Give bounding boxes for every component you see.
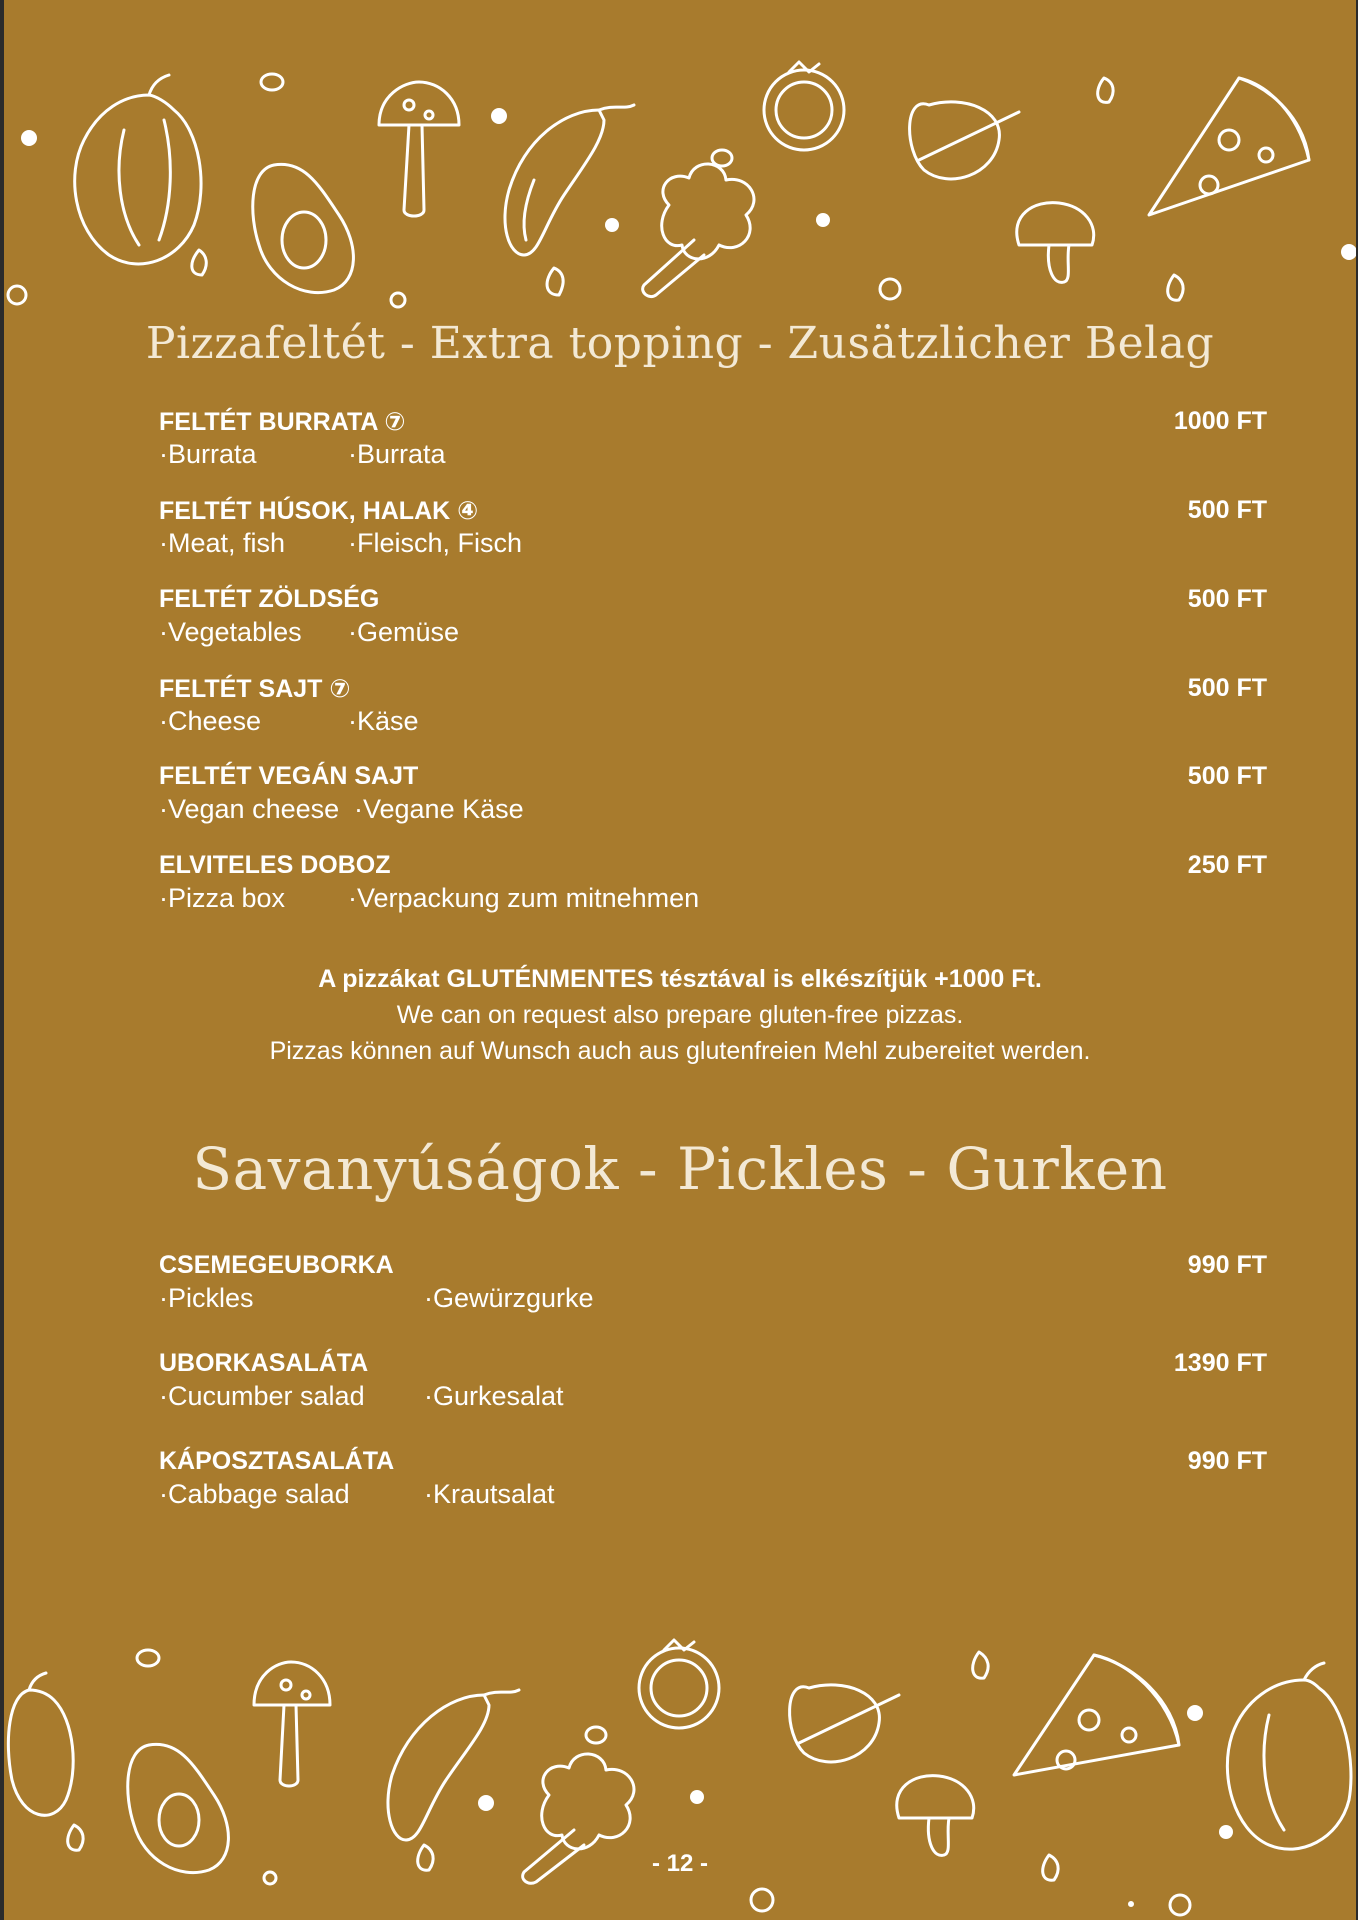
item-price: 1000 FT [1173, 407, 1267, 435]
item-english: ·Cheese [159, 706, 262, 736]
item-name: KÁPOSZTASALÁTA [159, 1447, 395, 1475]
item-german: ·Verpackung zum mitnehmen [348, 883, 700, 913]
item-name: UBORKASALÁTA [159, 1349, 369, 1377]
item-price: 250 FT [1187, 851, 1267, 879]
pizza-slice-icon [1149, 78, 1309, 215]
item-price: 500 FT [1187, 674, 1267, 702]
mushroom-icon [379, 82, 459, 216]
broccoli-icon [643, 164, 754, 297]
gluten-free-note-en: We can on request also prepare gluten-free pizzas. [396, 1001, 964, 1029]
item-german: ·Käse [348, 706, 419, 736]
page-number: - 12 - [651, 1850, 708, 1877]
item-german: ·Gewürzgurke [424, 1283, 594, 1313]
item-english: ·Cucumber salad [159, 1381, 365, 1411]
item-german: ·Fleisch, Fisch [348, 528, 523, 558]
avocado-icon [253, 164, 354, 292]
item-name: FELTÉT BURRATA ⑦ [159, 408, 406, 436]
item-english: ·Cabbage salad [159, 1479, 350, 1509]
item-price: 990 FT [1187, 1251, 1267, 1279]
section-title-pickles: Savanyúságok - Pickles - Gurken [192, 1135, 1168, 1203]
item-german: ·Gemüse [348, 617, 460, 647]
bell-pepper-icon [8, 1673, 73, 1815]
tomato-icon [764, 62, 844, 150]
item-name: ELVITELES DOBOZ [159, 851, 391, 879]
item-english: ·Vegan cheese [159, 794, 340, 824]
bell-pepper-icon [1227, 1663, 1351, 1849]
food-doodle-decorations [4, 0, 1356, 1920]
item-german: ·Vegane Käse [354, 794, 524, 824]
item-price: 500 FT [1187, 496, 1267, 524]
pizza-slice-icon [1014, 1655, 1179, 1775]
item-english: ·Meat, fish [159, 528, 286, 558]
chili-pepper-icon [505, 105, 634, 255]
item-price: 990 FT [1187, 1447, 1267, 1475]
item-name: FELTÉT ZÖLDSÉG [159, 585, 380, 613]
item-price: 500 FT [1187, 762, 1267, 790]
item-name: CSEMEGEUBORKA [159, 1251, 394, 1279]
item-name: FELTÉT VEGÁN SAJT [159, 762, 419, 790]
menu-page [4, 0, 1356, 1920]
basil-leaf-icon [910, 102, 1019, 179]
item-price: 1390 FT [1173, 1349, 1267, 1377]
mushroom-icon [254, 1662, 330, 1786]
basil-leaf-icon [790, 1685, 899, 1762]
item-english: ·Pickles [159, 1283, 254, 1313]
chili-pepper-icon [388, 1690, 519, 1840]
item-german: ·Krautsalat [424, 1479, 555, 1509]
gluten-free-note-de: Pizzas können auf Wunsch auch aus glutenfreien Mehl zubereitet werden. [269, 1037, 1091, 1065]
item-price: 500 FT [1187, 585, 1267, 613]
mushroom-icon [897, 1776, 974, 1856]
item-english: ·Vegetables [159, 617, 302, 647]
mushroom-icon [1017, 203, 1094, 283]
item-german: ·Burrata [348, 439, 446, 469]
tomato-icon [639, 1640, 719, 1728]
item-english: ·Burrata [159, 439, 257, 469]
bell-pepper-icon [75, 75, 201, 264]
item-name: FELTÉT HÚSOK, HALAK ④ [159, 497, 479, 525]
item-english: ·Pizza box [159, 883, 286, 913]
item-name: FELTÉT SAJT ⑦ [159, 675, 351, 703]
item-german: ·Gurkesalat [424, 1381, 564, 1411]
gluten-free-note-hu: A pizzákat GLUTÉNMENTES tésztával is elkészítjük +1000 Ft. [318, 965, 1042, 993]
section-title-toppings: Pizzafeltét - Extra topping - Zusätzlicher Belag [145, 318, 1215, 369]
